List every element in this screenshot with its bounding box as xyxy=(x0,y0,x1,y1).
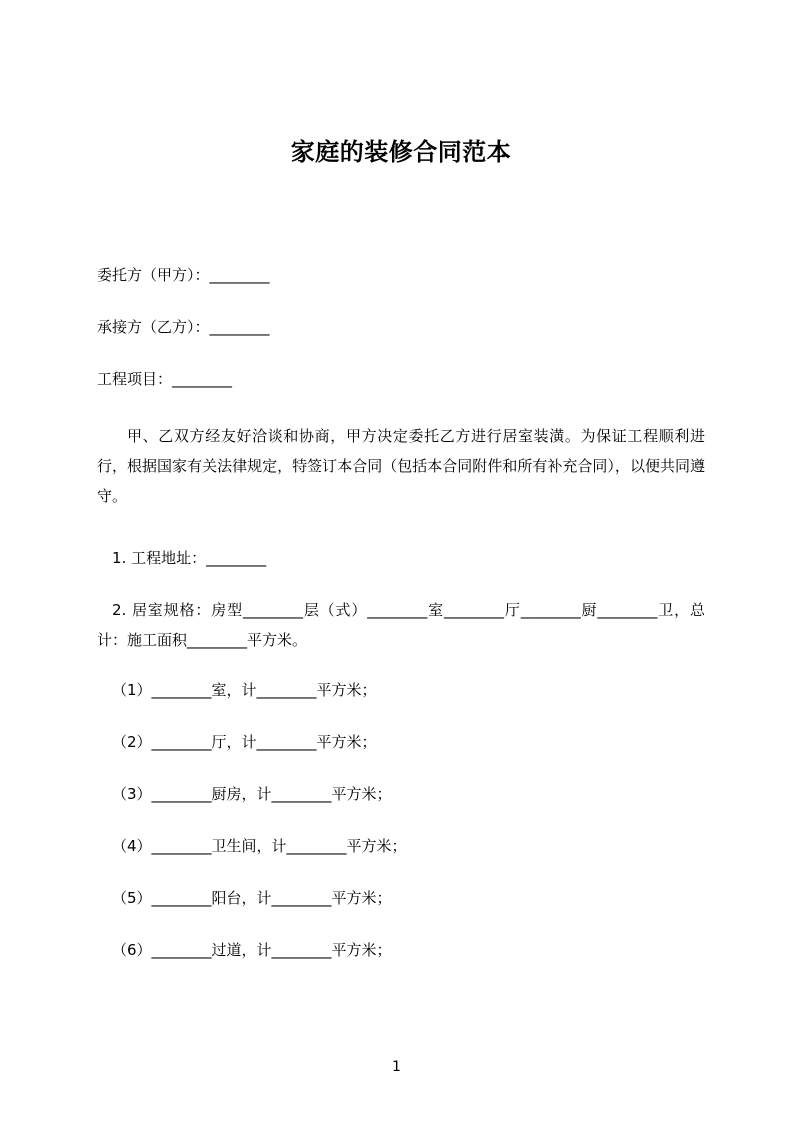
party-line-client: 委托方（甲方）：________ xyxy=(97,266,270,285)
list-item: （6）________过道，计________平方米； xyxy=(112,941,392,960)
clause-room-specification: 2. 居室规格：房型________层（式）________室________厅________厨________卫，总计：施工面积________平方米。 xyxy=(97,601,705,650)
list-item: （2）________厅，计________平方米； xyxy=(112,733,377,752)
document-content xyxy=(97,0,705,961)
list-item: （5）________阳台，计________平方米； xyxy=(112,889,392,908)
page-number: 1 xyxy=(392,1059,401,1075)
party-fields-block xyxy=(97,264,705,390)
page-title: 家庭的装修合同范本 xyxy=(290,138,512,166)
party-line-project: 工程项目：________ xyxy=(97,370,233,389)
list-item: （3）________厨房，计________平方米； xyxy=(112,785,392,804)
list-item: （1）________室，计________平方米； xyxy=(112,681,377,700)
party-line-contractor: 承接方（乙方）：________ xyxy=(97,318,270,337)
preamble-paragraph: 甲、乙双方经友好洽谈和协商，甲方决定委托乙方进行居室装潢。为保证工程顺利进行，根据国家有关法律规定，特签订本合同（包括本合同附件和所有补充合同），以便共同遵守。 xyxy=(97,427,705,506)
area-item-list xyxy=(97,679,705,961)
clause-project-address: 1. 工程地址：________ xyxy=(112,549,267,568)
list-item: （4）________卫生间，计________平方米； xyxy=(112,837,407,856)
preamble-block xyxy=(97,421,705,511)
